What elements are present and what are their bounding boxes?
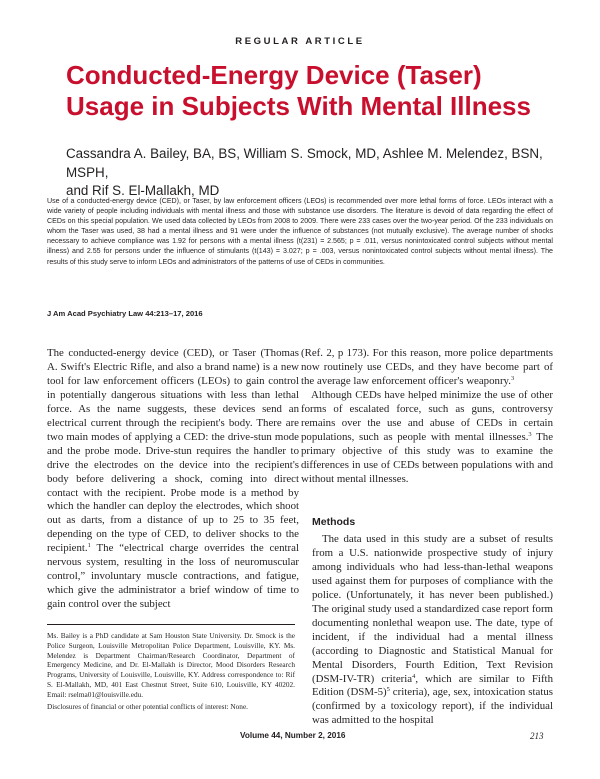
footer-journal-issue: Volume 44, Number 2, 2016 (240, 731, 346, 740)
body-left-column (47, 347, 299, 612)
reference-marker: 3 (528, 430, 532, 438)
methods-paragraph (312, 533, 553, 728)
continuation-text: (Ref. 2, p 173). For this reason, more police departments now routinely use CEDs, and they have become part of the average law enforcement officer's weaponry. (301, 347, 553, 387)
reference-marker: 3 (511, 374, 515, 382)
article-title-line-2: Usage in Subjects With Mental Illness (66, 91, 531, 121)
objective-text-part-1: Although CEDs have helped minimize the use of other forms of escalated force, such as guns, controversy remains over the use and abuse of CEDs in certain populations, such as people with mental illnesses. (301, 388, 553, 443)
section-label: REGULAR ARTICLE (235, 36, 365, 47)
article-title (66, 60, 566, 122)
reference-marker: 5 (386, 686, 390, 694)
author-list-line-1: Cassandra A. Bailey, BA, BS, William S. Smock, MD, Ashlee M. Melendez, BSN, MSPH, (66, 146, 543, 180)
article-title-line-1: Conducted-Energy Device (Taser) (66, 60, 482, 90)
objective-text-part-2: The primary objective of this study was to examine the differences in use of CEDs between populations with and without mental illnesses. (301, 430, 554, 485)
reference-marker: 4 (412, 672, 416, 680)
body-right-column (301, 347, 553, 487)
objective-paragraph (301, 389, 553, 487)
author-affiliations-footnote: Ms. Bailey is a PhD candidate at Sam Houston State University. Dr. Smock is the Police Surgeon, Louisville Metropolitan Police Department, Louisville, KY. Ms. Melendez is Department Chairman/Research Coordinator, Department of Emergency Medicine, and Dr. El-Mallakh is Director, Mood Disorders Research Programs, University of Louisville, Louisville, KY. Address correspondence to: Rif S. El-Mallakh, MD, 401 East Chestnut Street, Suite 610, Louisville, KY 40202. Email: rselma01@louisville.edu. (47, 631, 295, 699)
journal-citation: J Am Acad Psychiatry Law 44:213–17, 2016 (47, 309, 203, 318)
intro-text-part-1: The conducted-energy device (CED), or Taser (Thomas A. Swift's Electric Rifle, and also a brand name) is a new tool for law enforcement officers (LEOs) to gain control in potentially dangerous situations with less than lethal force. As the name suggests, these devices send an electrical current through the recipient's body. There are two main modes of applying a CED: the drive-stun mode and the probe mode. Drive-stun requires the handler to drive the electrodes on the device into the recipient's body before delivering a shock, coming into direct contact with the recipient. Probe mode is a method by which the handler can deploy the electrodes, which shoot out as darts, from a distance of up to 25 to 35 feet, depending on the type of CED, to deliver shocks to the recipient. (47, 347, 299, 555)
disclosure-footnote: Disclosures of financial or other potential conflicts of interest: None. (47, 702, 249, 711)
methods-heading: Methods (312, 516, 356, 528)
methods-text-part-3: criteria), age, sex, intoxication status (confirmed by a toxicology report), if the individual was admitted to the hospital (312, 686, 553, 727)
author-list-line-2: and Rif S. El-Mallakh, MD (66, 183, 220, 198)
methods-text-part-2: , which are similar to Fifth Edition (DSM-5) (312, 672, 553, 699)
intro-paragraph (47, 347, 299, 612)
intro-text-part-2: The “electrical charge overrides the central nervous system, resulting in the loss of neuromuscular control,” involuntary muscle contractions, and fatigue, which give the administrator a brief window of time to gain control over the subject (47, 542, 299, 611)
reference-marker: 1 (87, 542, 91, 550)
author-list (66, 145, 571, 201)
abstract: Use of a conducted-energy device (CED), or Taser, by law enforcement officers (LEOs) is recommended over more lethal forms of force. LEOs interact with a wide variety of people including individuals with mental illness and those with substance use disorders. The literature is devoid of data regarding the effect of CEDs on this special population. We used data collected by LEOs from 2008 to 2009. There were 233 cases over the two-year period. Of the 233 individuals on whom the Taser was used, 38 had a mental illness and 91 were under the influence of substances (not mutually exclusive). The average number of shocks necessary to achieve compliance was 1.92 for persons with a mental illness (t(231) = 2.565; p = .011, versus nonintoxicated control subjects without mental illness) and 2.55 for persons under the influence of stimulants (t(143) = 3.027; p = .003, versus nonintoxicated control subjects without mental illness). The results of this study serve to inform LEOs and administrators of the patterns of use of CEDs in communities. (47, 197, 553, 266)
methods-text-part-1: The data used in this study are a subset of results from a U.S. nationwide prospective study of injury among individuals who had less-than-lethal weapons used against them for purposes of compliance with the police. (Unfortunately, it has never been published.) The original study used a standardized case report form documenting nonlethal weapon use. The date, type of incident, if the individual had a mental illness (according to Diagnostic and Statistical Manual for Mental Disorders, Fourth Edition, Text Revision (DSM-IV-TR) criteria (312, 533, 553, 685)
footnote-divider (47, 624, 295, 625)
page-number: 213 (530, 731, 544, 741)
continuation-paragraph (301, 347, 553, 389)
